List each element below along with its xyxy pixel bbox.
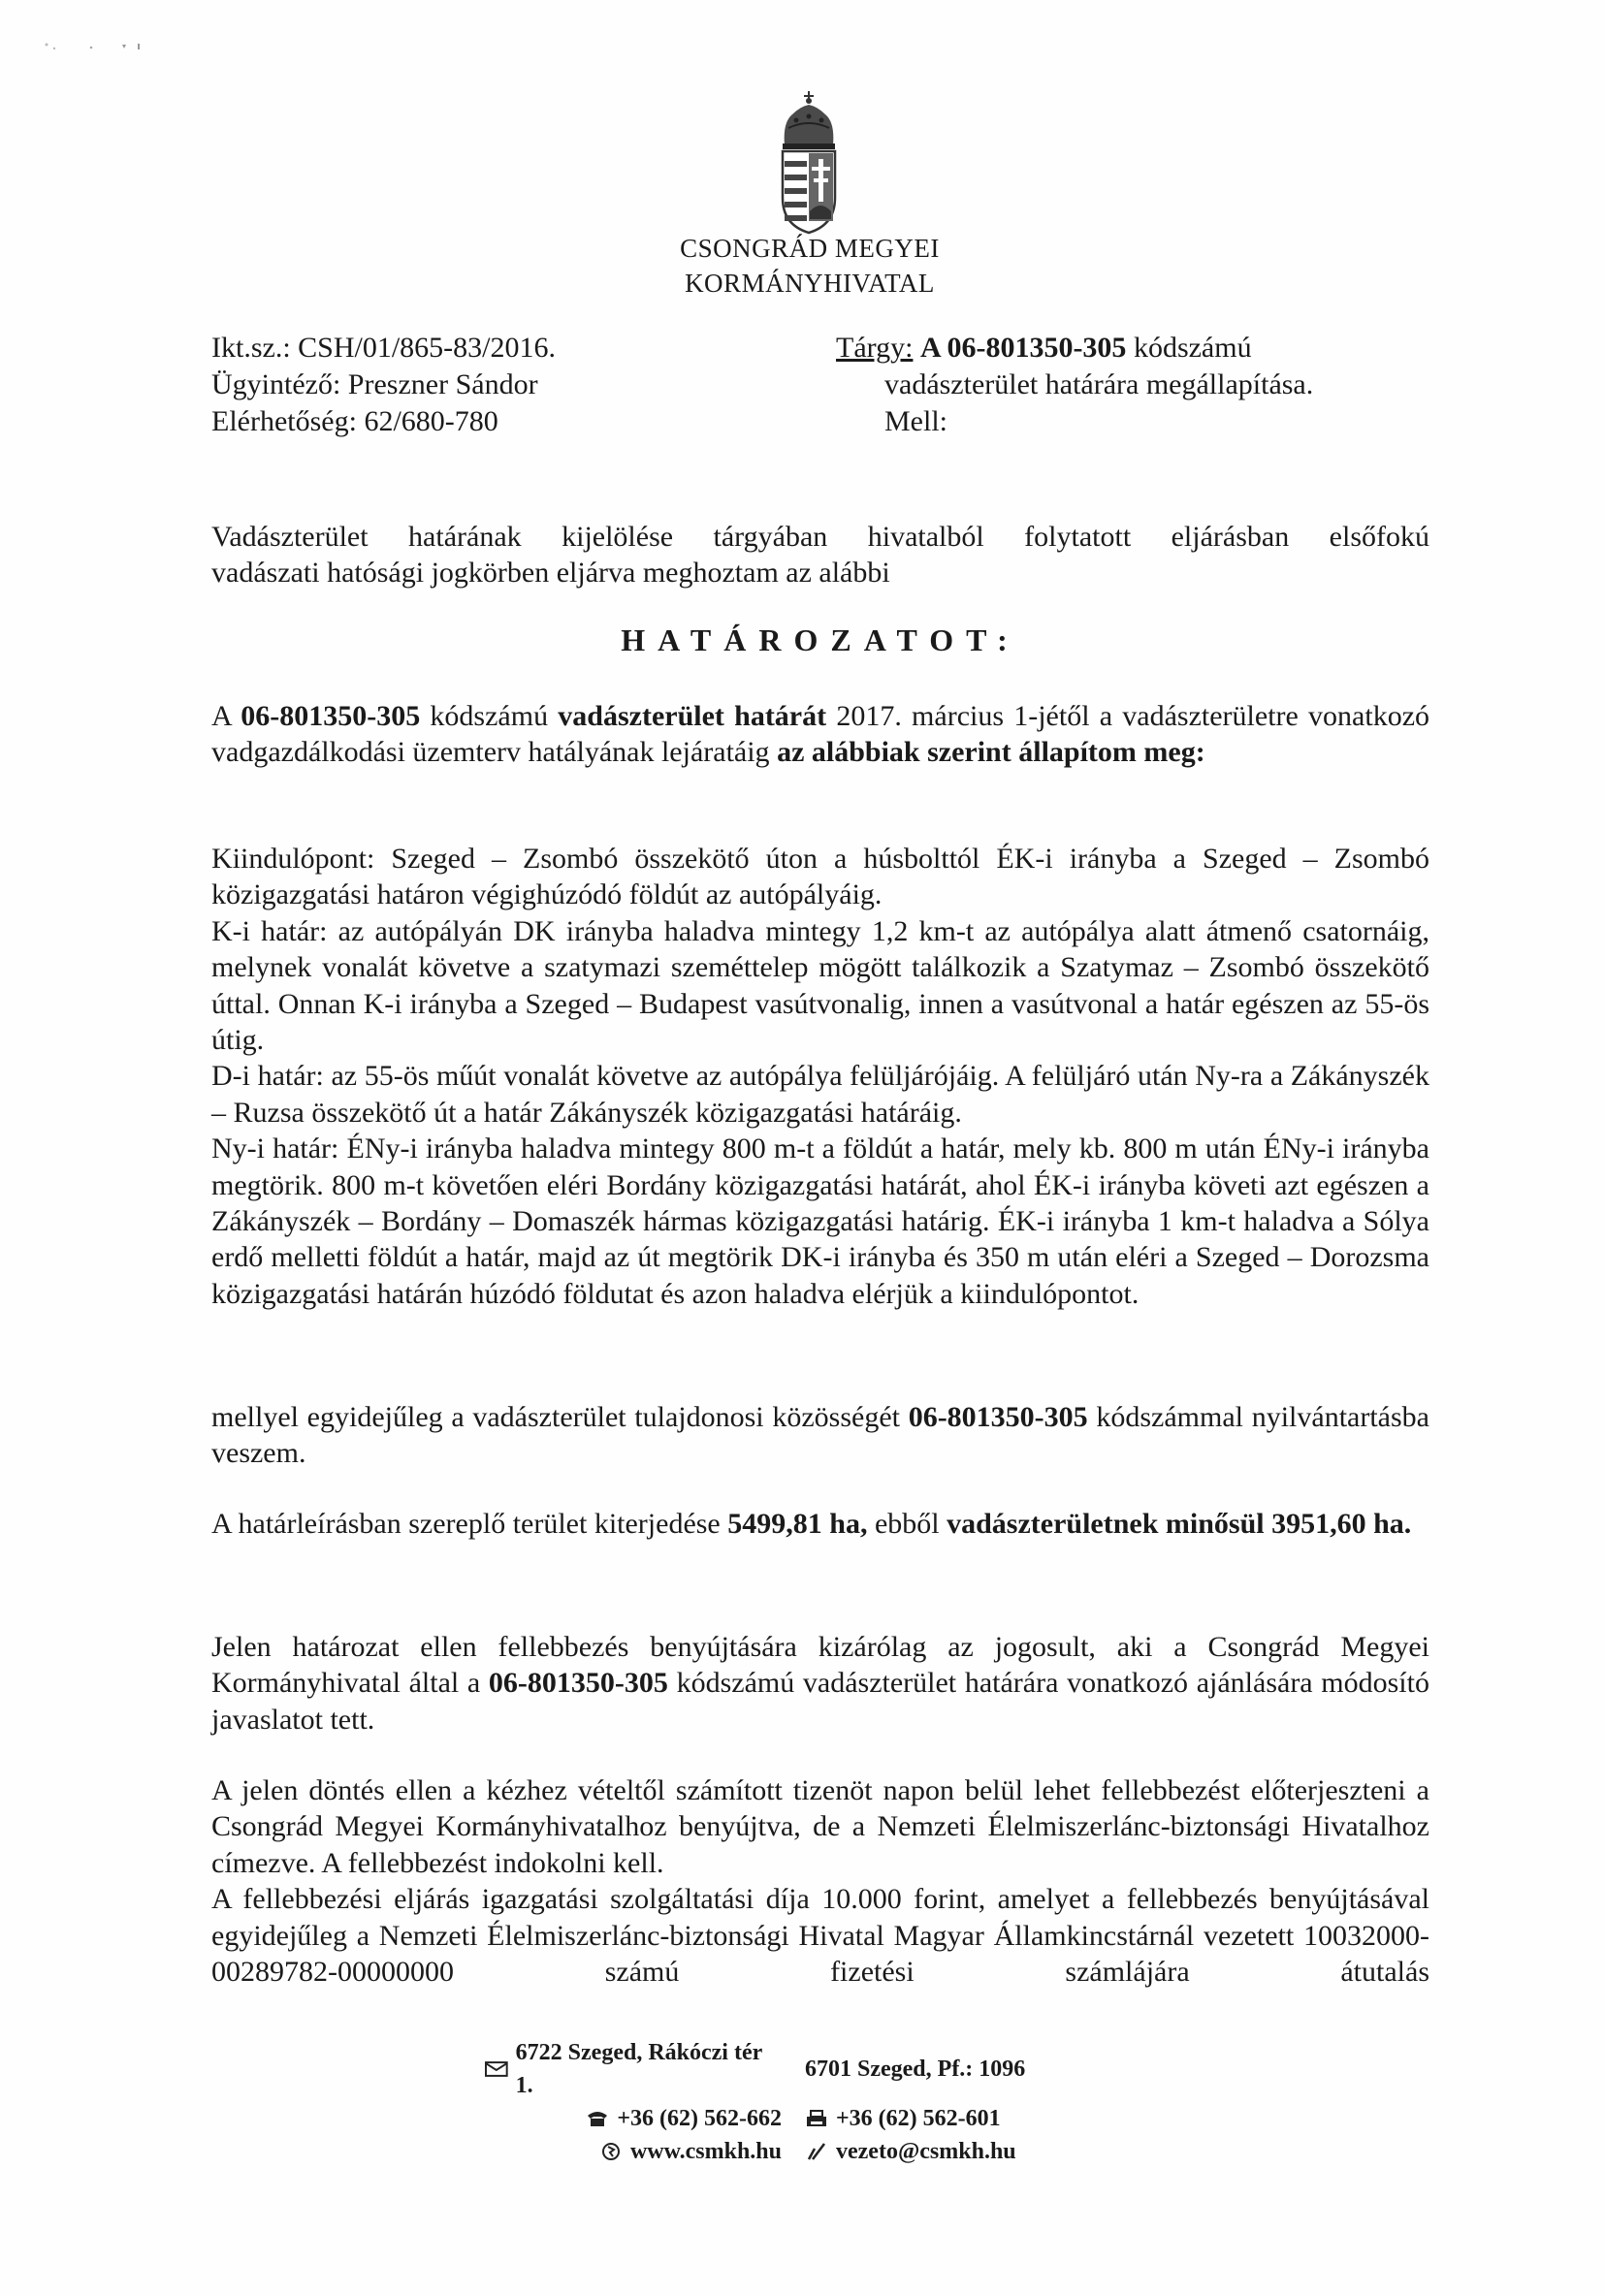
subject-block — [836, 330, 1313, 440]
subject-rest: kódszámú — [1126, 332, 1252, 364]
footer-row-address — [485, 2036, 1164, 2102]
boundary-start: Kiindulópont: Szeged – Zsombó összekötő úton a húsbolttól ÉK-i irányba a Szeged – Zsombó közigazgatási határon végighúzódó földút az autópályáig. — [211, 843, 1429, 911]
decision-code: 06-801350-305 — [241, 700, 421, 732]
fax-icon — [805, 2110, 828, 2127]
registration-paragraph — [211, 1399, 1429, 1472]
subject-code: A 06-801350-305 — [919, 332, 1127, 364]
intro-line-1: Vadászterület határának kijelölése tárgyában hivatalból folytatott eljárásban elsőfokú — [211, 521, 1429, 553]
decision-text — [211, 698, 1429, 771]
mail-icon — [485, 2060, 508, 2078]
decision-b1: vadászterület határát — [558, 700, 827, 732]
decision-b2: az alábbiak szerint állapítom meg: — [777, 736, 1205, 769]
reference-block — [211, 330, 556, 440]
office-line-2: KORMÁNYHIVATAL — [685, 269, 935, 298]
footer-email[interactable]: vezeto@csmkh.hu — [836, 2139, 1016, 2164]
appeal-right-text — [211, 1629, 1429, 1738]
boundary-east: K-i határ: az autópályán DK irányba haladva mintegy 1,2 km-t az autópálya alatt átmenő csatornáig, melynek vonalát követve a szatymazi szeméttelep mögött találkozik a Szatymaz – Zsombó összekötő úttal. Onnan K-i irányba a Szeged – Budapest vasútvonalig, innen a vasútvonal a határ egészen az 55-ös útig. — [211, 914, 1429, 1057]
area-total: 5499,81 ha, — [727, 1508, 868, 1540]
web-icon — [599, 2143, 623, 2160]
area-t2: ebből — [867, 1508, 947, 1540]
intro-line-2: vadászati hatósági jogkörben eljárva meghoztam az alábbi — [211, 557, 890, 590]
footer-po-box: 6701 Szeged, Pf.: 1096 — [805, 2057, 1026, 2082]
office-name — [582, 231, 1038, 301]
footer-row-phone — [485, 2102, 1164, 2135]
case-officer: Ügyintéző: Preszner Sándor — [211, 368, 538, 400]
footer-web[interactable]: www.csmkh.hu — [629, 2139, 782, 2164]
area-text — [211, 1506, 1429, 1542]
decision-t1: A — [211, 700, 241, 732]
appeal-p1: A jelen döntés ellen a kézhez vételtől számított tizenöt napon belül lehet fellebbezést előterjeszteni a Csongrád Megyei Kormányhivatalhoz benyújtva, de a Nemzeti Élelmiszerlánc-biztonsági Hivatalhoz címezve. A fellebbezést indokolni kell. — [211, 1774, 1429, 1879]
registration-t1: mellyel egyidejűleg a vadászterület tulajdonosi közösségét — [211, 1401, 909, 1433]
area-paragraph — [211, 1506, 1429, 1542]
area-t1: A határleírásban szereplő terület kiterjedése — [211, 1508, 728, 1540]
boundary-west: Ny-i határ: ÉNy-i irányba haladva mintegy 800 m-t a földút a határ, mely kb. 800 m után ÉNy-i irányba megtörik. 800 m-t követően eléri Bordány közigazgatási határát, ahol ÉK-i irányba követi azt egészen a Zákányszék – Bordány – Domaszék hármas közigazgatási határig. ÉK-i irányba 1 km-t haladva a Sólya erdő melletti földút a határ, majd az út megtörik DK-i irányba és 350 m után eléri a Szeged – Dorozsma közigazgatási határán húzódó földutat és azon haladva elérjük a kiindulópontot. — [211, 1132, 1429, 1310]
coat-of-arms-icon — [769, 89, 849, 235]
footer-contact — [485, 2036, 1164, 2168]
scan-marks — [39, 39, 194, 58]
subject-line-2: vadászterület határára megállapítása. — [884, 368, 1314, 400]
intro-paragraph — [211, 519, 1429, 591]
footer-address: 6722 Szeged, Rákóczi tér 1. — [515, 2040, 762, 2098]
decision-t2: kódszámú — [420, 700, 559, 732]
contact-number: Elérhetőség: 62/680-780 — [211, 405, 498, 437]
registration-text — [211, 1399, 1429, 1472]
boundary-south: D-i határ: az 55-ös műút vonalát követve az autópálya felüljárójáig. A felüljáró után Ny-ra a Zákányszék – Ruzsa összekötő út a határ Zákányszék közigazgatási határáig. — [211, 1060, 1429, 1129]
area-hunting: vadászterületnek minősül 3951,60 ha. — [947, 1508, 1412, 1540]
subject-line-1 — [836, 330, 1313, 367]
decision-paragraph — [211, 698, 1429, 771]
subject-label: Tárgy: — [836, 332, 914, 364]
appeal-paragraph — [211, 1772, 1429, 1990]
appeal-p2: A fellebbezési eljárás igazgatási szolgáltatási díja 10.000 forint, amelyet a fellebbezés benyújtásával egyidejűleg a Nemzeti Élelmiszerlánc-biztonsági Hivatal Magyar Államkincstárnál vezetett 10032000-00289782-00000000 számú fizetési számlájára átutalás — [211, 1883, 1429, 1989]
appeal-right-t2: kódszámú vadászterület határára vonatkozó ajánlására módosító javaslatot tett. — [211, 1667, 1429, 1736]
appeal-right-paragraph — [211, 1629, 1429, 1738]
registration-code: 06-801350-305 — [908, 1401, 1088, 1433]
appeal-right-t1: Jelen határozat ellen fellebbezés benyújtására kizárólag az jogosult, aki a Csongrád Megyei Kormányhivatal által a — [211, 1631, 1429, 1700]
footer-fax: +36 (62) 562-601 — [836, 2106, 1001, 2131]
registration-t2: kódszámmal nyilvántartásba veszem. — [211, 1401, 1429, 1470]
decision-heading: HATÁROZATOT: — [621, 622, 1020, 657]
attachment-label: Mell: — [884, 405, 947, 437]
boundary-description — [211, 841, 1429, 1312]
office-line-1: CSONGRÁD MEGYEI — [680, 234, 940, 263]
footer-row-web — [485, 2135, 1164, 2168]
phone-icon — [586, 2110, 609, 2127]
email-icon — [805, 2143, 828, 2160]
decision-t3: 2017. március 1-jétől a vadászterületre vonatkozó vadgazdálkodási üzemterv hatályának lejáratáig — [211, 700, 1430, 769]
footer-phone: +36 (62) 562-662 — [617, 2106, 782, 2131]
appeal-right-code: 06-801350-305 — [488, 1667, 668, 1700]
reference-number: Ikt.sz.: CSH/01/865-83/2016. — [211, 332, 557, 364]
